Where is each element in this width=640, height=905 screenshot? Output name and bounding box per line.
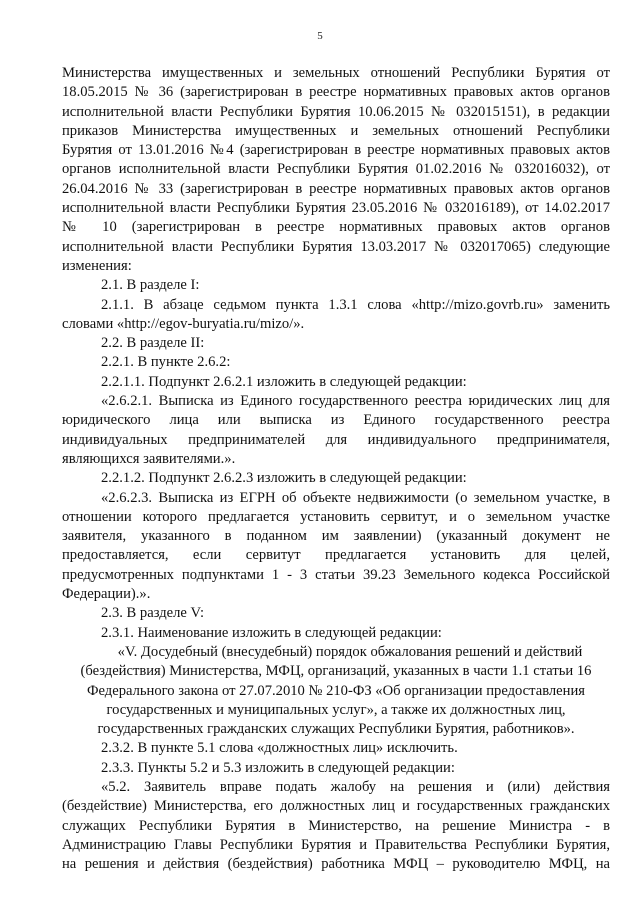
- text-line: № 10 (зарегистрирован в реестре нормативных правовых актов органов: [62, 219, 610, 236]
- text-line: государственных гражданских служащих Республики Бурятия, работников».: [97, 721, 575, 738]
- text-line: 2.3.1. Наименование изложить в следующей редакции:: [101, 624, 442, 641]
- text-line: 2.3.2. В пункте 5.1 слова «должностных лиц» исключить.: [101, 740, 458, 757]
- text-line: предусмотренных подпунктами 1 - 3 статьи 39.23 Земельного кодекса Российской: [62, 566, 610, 583]
- text-line: 2.1. В разделе I:: [101, 277, 200, 294]
- document-body: [62, 64, 610, 874]
- text-line: служащих Республики Бурятия в Министерство, на решение Министра - в: [62, 817, 610, 834]
- text-line: «2.6.2.1. Выписка из Единого государственного реестра юридических лиц для: [101, 393, 610, 410]
- text-line: отношении которого предлагается установить сервитут, и о земельном участке: [62, 508, 610, 525]
- text-line: «V. Досудебный (внесудебный) порядок обжалования решений и действий: [117, 643, 583, 660]
- text-line: 2.2. В разделе II:: [101, 335, 205, 352]
- text-line: предоставляется, если сервитут предлагается установить для целей,: [62, 547, 610, 564]
- text-line: 2.2.1.1. Подпункт 2.6.2.1 изложить в следующей редакции:: [101, 373, 467, 390]
- text-line: юридического лица или выписка из Единого государственного реестра: [62, 412, 610, 429]
- text-line: Федерации).».: [62, 586, 151, 603]
- text-line: исполнительной власти Республики Бурятия 23.05.2016 № 032016189), от 14.02.2017: [62, 200, 610, 217]
- text-line: приказов Министерства имущественных и земельных отношений Республики: [62, 122, 610, 139]
- text-line: 2.3. В разделе V:: [101, 605, 205, 622]
- text-line: Федерального закона от 27.07.2010 № 210-ФЗ «Об организации предоставления: [86, 682, 585, 699]
- text-line: (бездействия) Министерства, МФЦ, организаций, указанных в части 1.1 статьи 16: [80, 663, 592, 680]
- text-line: Министерства имущественных и земельных отношений Республики Бурятия от: [62, 65, 610, 81]
- text-line: «5.2. Заявитель вправе подать жалобу на решения и (или) действия: [101, 778, 610, 795]
- text-line: «2.6.2.3. Выписка из ЕГРН об объекте недвижимости (о земельном участке, в: [101, 489, 610, 506]
- text-line: государственных и муниципальных услуг», а также их должностных лиц,: [106, 701, 566, 718]
- text-line: заявителя, указанного в поданном им заявлении) (указанный документ не: [62, 528, 610, 545]
- text-line: на решения и действия (бездействия) работника МФЦ – руководителю МФЦ, на: [62, 856, 610, 873]
- text-line: Администрацию Главы Республики Бурятия и Правительства Республики Бурятия,: [62, 836, 610, 853]
- text-line: Бурятия от 13.01.2016 №4 (зарегистрирован в реестре нормативных правовых актов: [62, 142, 610, 159]
- text-line: 2.2.1. В пункте 2.6.2:: [101, 354, 231, 371]
- page-number: 5: [317, 30, 323, 42]
- text-line: изменения:: [62, 257, 132, 274]
- text-line: 26.04.2016 № 33 (зарегистрирован в реестре нормативных правовых актов органов: [62, 180, 610, 197]
- text-line: индивидуальных предпринимателей для индивидуального предпринимателя,: [62, 431, 610, 448]
- text-line: 2.1.1. В абзаце седьмом пункта 1.3.1 слова «http://mizo.govrb.ru» заменить: [101, 296, 610, 313]
- text-line: 2.3.3. Пункты 5.2 и 5.3 изложить в следующей редакции:: [101, 759, 455, 776]
- text-line: органов исполнительной власти Республики Бурятия 01.02.2016 № 032016032), от: [62, 161, 610, 178]
- text-line: являющихся заявителями.».: [62, 450, 236, 467]
- text-line: 18.05.2015 № 36 (зарегистрирован в реестре нормативных правовых актов органов: [62, 84, 610, 101]
- text-line: (бездействие) Министерства, его должностных лиц и государственных гражданских: [62, 798, 610, 815]
- text-line: словами «http://egov-buryatia.ru/mizo/».: [62, 315, 305, 332]
- text-line: исполнительной власти Республики Бурятия 13.03.2017 № 032017065) следующие: [62, 238, 610, 255]
- text-line: 2.2.1.2. Подпункт 2.6.2.3 изложить в следующей редакции:: [101, 470, 467, 487]
- text-line: исполнительной власти Республики Бурятия 10.06.2015 № 032015151), в редакции: [62, 103, 610, 120]
